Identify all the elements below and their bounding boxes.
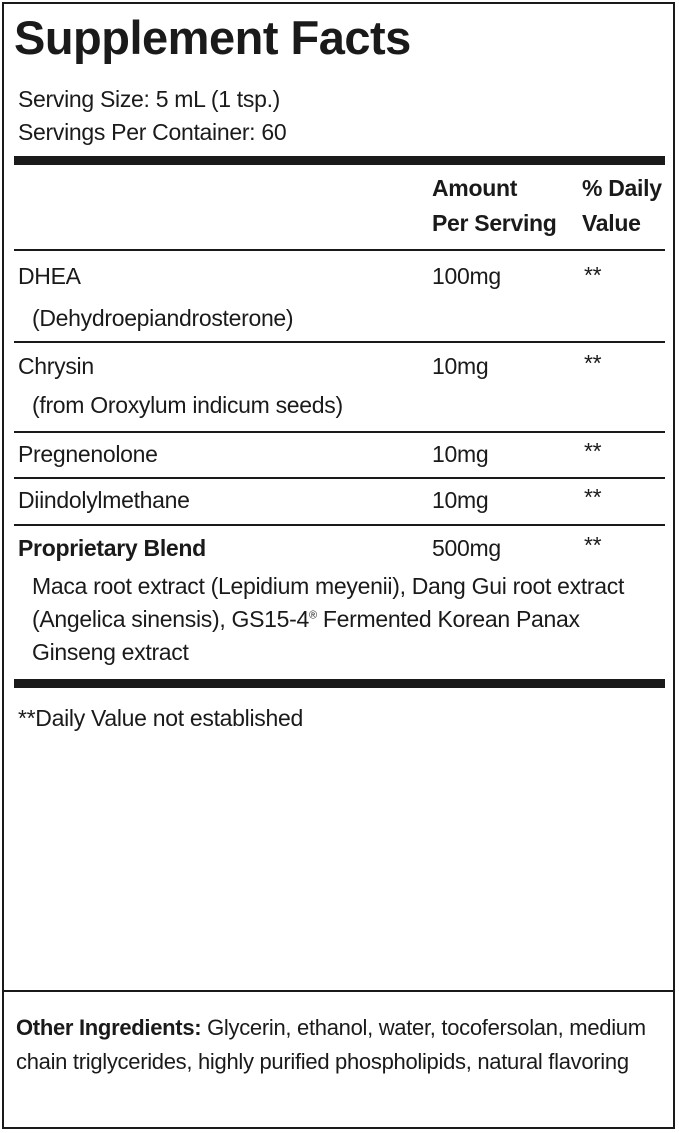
amount-header-line2: Per Serving [432,210,557,236]
blend-description [32,570,662,669]
nutrient-dv: ** [584,350,602,376]
other-ingredients-text: Glycerin, ethanol, water, tocofersolan, medium chain triglycerides, highly purified phospholipids, natural flavoring [16,1015,646,1074]
header-rule [14,249,665,251]
nutrient-name: Pregnenolone [18,441,158,467]
nutrient-amount: 10mg [432,441,489,467]
nutrient-amount: 10mg [432,353,489,379]
nutrient-name: Chrysin [18,353,94,379]
panel-title: Supplement Facts [14,11,411,64]
thick-rule-bottom [14,679,665,688]
amount-header-line1: Amount [432,175,518,201]
nutrient-dv: ** [584,262,602,288]
dv-header-line1: % Daily [582,175,662,201]
row-rule [14,341,665,343]
nutrient-dv: ** [584,484,602,510]
row-rule [14,524,665,526]
row-rule [14,477,665,479]
nutrient-dv: ** [584,438,602,464]
registered-mark: ® [308,609,317,622]
nutrient-subname: (Dehydroepiandrosterone) [32,305,294,331]
nutrient-subname: (from Oroxylum indicum seeds) [32,392,343,418]
nutrient-name: DHEA [18,263,81,289]
nutrient-name: Diindolylmethane [18,487,190,513]
blend-name: Proprietary Blend [18,535,206,561]
blend-description-part1: Maca root extract (Lepidium meyenii), Dang Gui root extract (Angelica sinensis), GS15-4 [32,573,625,632]
other-ingredients-label: Other Ingredients: [16,1015,202,1040]
blend-amount: 500mg [432,535,501,561]
supplement-facts-panel [2,2,675,1129]
other-ingredients-divider [2,990,675,992]
nutrient-amount: 10mg [432,487,489,513]
footnote: **Daily Value not established [18,705,303,731]
serving-size: Serving Size: 5 mL (1 tsp.) [18,86,281,112]
other-ingredients [16,1011,666,1079]
blend-description-part2: Fermented Korean Panax Ginseng extract [32,606,580,665]
nutrient-amount: 100mg [432,263,501,289]
blend-dv: ** [584,532,602,558]
thick-rule-top [14,156,665,165]
row-rule [14,431,665,433]
dv-header-line2: Value [582,210,641,236]
servings-per-container: Servings Per Container: 60 [18,119,287,145]
